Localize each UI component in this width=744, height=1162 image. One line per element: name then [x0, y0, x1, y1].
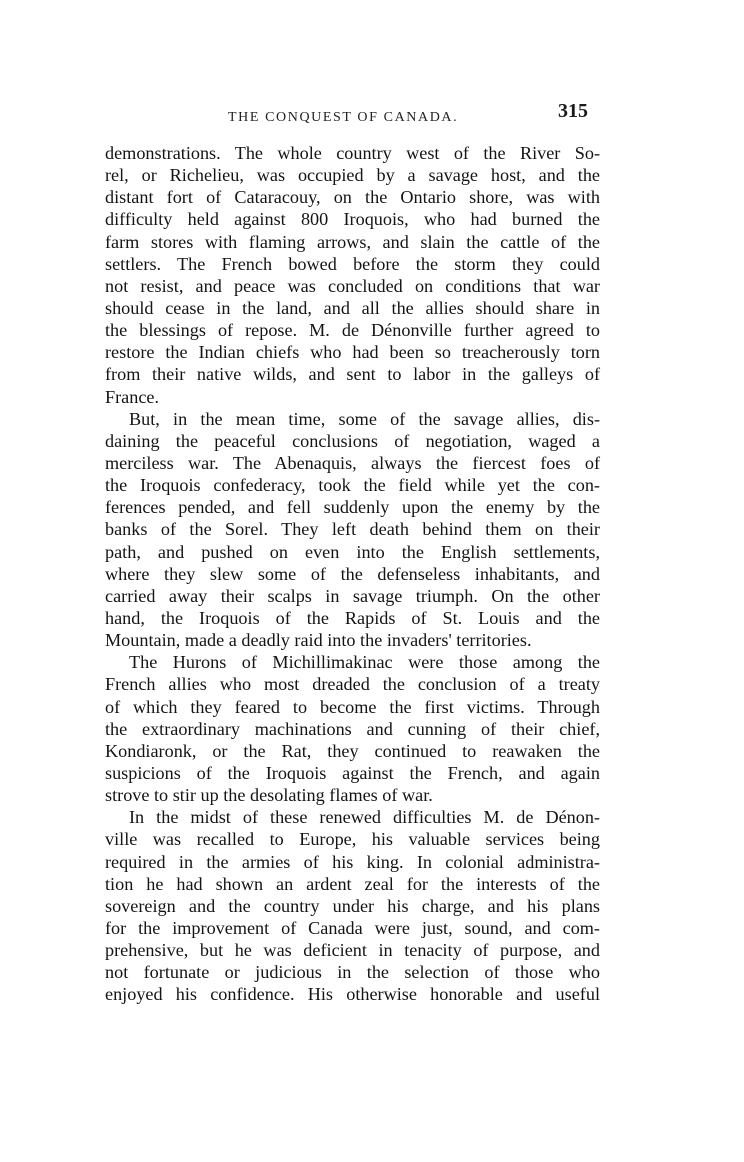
- text-line: the extraordinary machinations and cunning of their chief,: [105, 718, 600, 739]
- text-line: The Hurons of Michillimakinac were those among the: [129, 652, 600, 673]
- text-line: of which they feared to become the first victims. Through: [105, 696, 600, 717]
- text-line: farm stores with flaming arrows, and slain the cattle of the: [105, 231, 600, 252]
- text-line: settlers. The French bowed before the storm they could: [105, 253, 600, 274]
- text-line: suspicions of the Iroquois against the French, and again: [105, 762, 600, 783]
- text-line: enjoyed his confidence. His otherwise honorable and useful: [105, 984, 600, 1005]
- text-line: the blessings of repose. M. de Dénonville further agreed to: [105, 320, 600, 341]
- text-line: merciless war. The Abenaquis, always the fiercest foes of: [105, 452, 600, 473]
- text-line: where they slew some of the defenseless inhabitants, and: [105, 563, 600, 584]
- text-line: daining the peaceful conclusions of negotiation, waged a: [105, 430, 600, 451]
- text-line: Mountain, made a deadly raid into the invaders' territories.: [105, 630, 532, 651]
- text-line: restore the Indian chiefs who had been so treacherously torn: [105, 342, 600, 363]
- text-line: demonstrations. The whole country west of the River So-: [105, 143, 600, 163]
- text-line: sovereign and the country under his charge, and his plans: [105, 895, 600, 916]
- running-title: THE CONQUEST OF CANADA.: [228, 110, 459, 125]
- text-line: distant fort of Cataracouy, on the Ontario shore, was with: [105, 187, 600, 208]
- text-line: prehensive, but he was deficient in tenacity of purpose, and: [105, 940, 600, 961]
- text-line: from their native wilds, and sent to labor in the galleys of: [105, 364, 600, 385]
- text-line: path, and pushed on even into the English settlements,: [105, 541, 600, 562]
- text-line: for the improvement of Canada were just, sound, and com-: [105, 917, 600, 938]
- text-line: Kondiaronk, or the Rat, they continued to reawaken the: [105, 740, 600, 761]
- text-line: required in the armies of his king. In colonial administra-: [105, 851, 600, 872]
- text-line: In the midst of these renewed difficulties M. de Dénon-: [129, 807, 600, 828]
- text-line: But, in the mean time, some of the savage allies, dis-: [129, 408, 600, 429]
- text-line: France.: [105, 386, 160, 407]
- text-line: difficulty held against 800 Iroquois, who had burned the: [105, 209, 600, 230]
- text-line: rel, or Richelieu, was occupied by a savage host, and the: [105, 165, 600, 186]
- text-line: banks of the Sorel. They left death behind them on their: [105, 519, 600, 540]
- text-line: strove to stir up the desolating flames of war.: [105, 785, 433, 806]
- text-line: tion he had shown an ardent zeal for the interests of the: [105, 873, 600, 894]
- text-line: should cease in the land, and all the allies should share in: [105, 297, 600, 318]
- text-line: not fortunate or judicious in the selection of those who: [105, 962, 600, 983]
- text-line: the Iroquois confederacy, took the field while yet the con-: [105, 475, 600, 496]
- text-line: ville was recalled to Europe, his valuable services being: [105, 829, 600, 850]
- text-line: French allies who most dreaded the conclusion of a treaty: [105, 674, 600, 695]
- text-line: carried away their scalps in savage triumph. On the other: [105, 585, 600, 606]
- text-line: ferences pended, and fell suddenly upon the enemy by the: [105, 497, 600, 518]
- body-text: [105, 142, 600, 1005]
- page-number: 315: [558, 100, 588, 122]
- text-line: not resist, and peace was concluded on conditions that war: [105, 275, 600, 296]
- text-line: hand, the Iroquois of the Rapids of St. Louis and the: [105, 607, 600, 628]
